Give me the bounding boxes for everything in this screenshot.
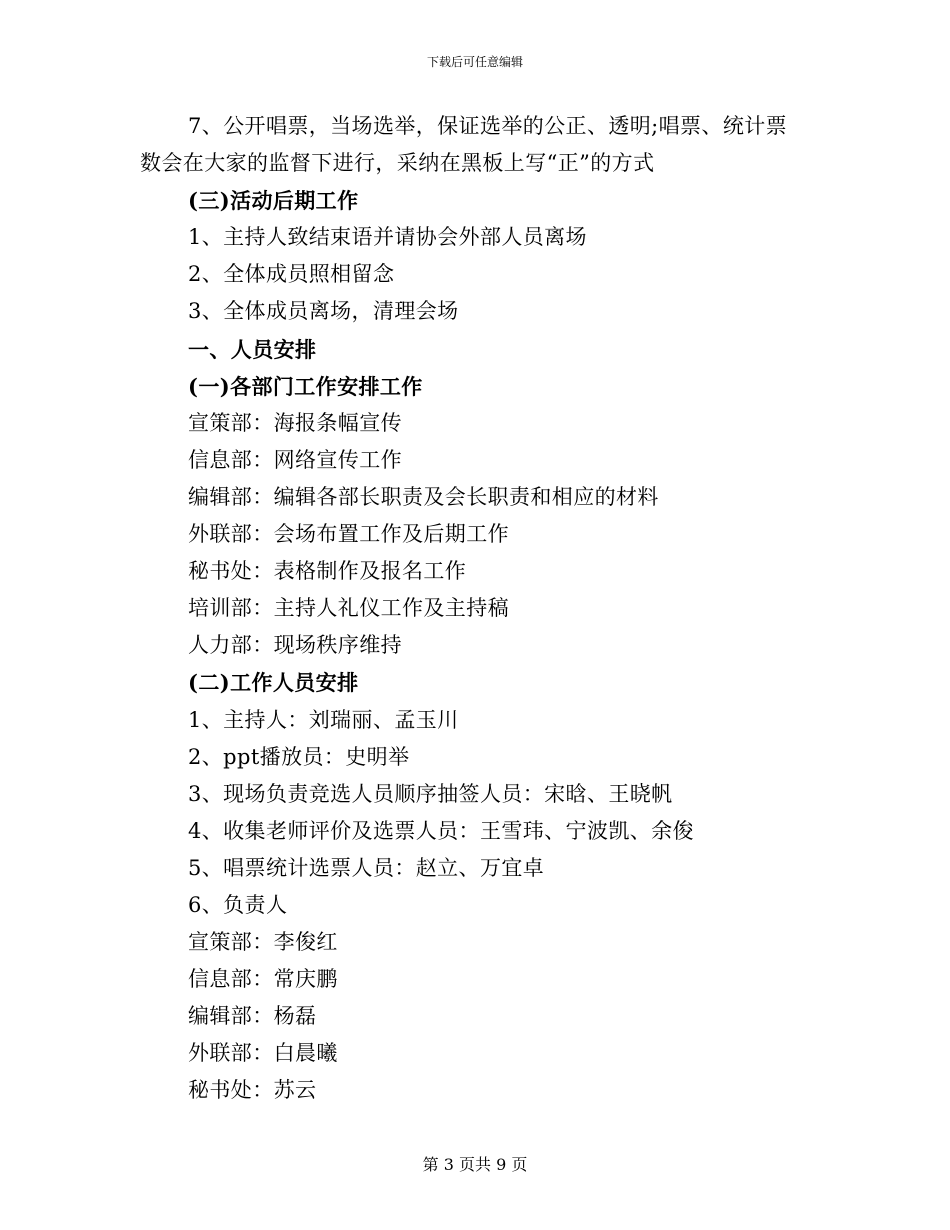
department-task: 秘书处：表格制作及报名工作 (188, 559, 467, 584)
department-task: 人力部：现场秩序维持 (188, 633, 402, 658)
section-heading-post-activity: (三)活动后期工作 (188, 188, 359, 214)
subsection-heading-departments: (一)各部门工作安排工作 (188, 373, 423, 399)
subsection-heading-personnel: (二)工作人员安排 (188, 670, 359, 696)
department-task: 外联部：会场布置工作及后期工作 (188, 522, 509, 547)
page-number-footer: 第 3 页共 9 页 (422, 1155, 528, 1174)
department-task: 培训部：主持人礼仪工作及主持稿 (188, 596, 509, 621)
department-leader: 编辑部：杨磊 (188, 1004, 317, 1029)
list-item: 1、主持人致结束语并请协会外部人员离场 (188, 225, 587, 250)
personnel-item: 2、ppt播放员：史明举 (188, 744, 410, 769)
document-body (140, 108, 840, 1110)
list-item: 2、全体成员照相留念 (188, 262, 395, 287)
department-task: 编辑部：编辑各部长职责及会长职责和相应的材料 (188, 484, 659, 509)
personnel-item: 6、负责人 (188, 892, 288, 917)
item-7-paragraph (140, 108, 840, 182)
department-leader: 宣策部：李俊红 (188, 930, 338, 955)
personnel-item: 1、主持人：刘瑞丽、孟玉川 (188, 707, 459, 732)
paragraph-line: 数会在大家的监督下进行，采纳在黑板上写“正”的方式 (140, 151, 655, 176)
department-leader: 外联部：白晨曦 (188, 1041, 338, 1066)
personnel-item: 5、唱票统计选票人员：赵立、万宜卓 (188, 855, 545, 880)
department-task: 宣策部：海报条幅宣传 (188, 410, 402, 435)
page-header-note: 下载后可任意编辑 (426, 55, 523, 69)
personnel-item: 4、收集老师评价及选票人员：王雪玮、宁波凯、余俊 (188, 818, 694, 843)
department-leader: 信息部：常庆鹏 (188, 967, 338, 992)
department-task: 信息部：网络宣传工作 (188, 447, 402, 472)
department-leader: 秘书处：苏云 (188, 1078, 317, 1103)
list-item: 3、全体成员离场，清理会场 (188, 299, 459, 324)
paragraph-line: 7、公开唱票，当场选举，保证选举的公正、透明;唱票、统计票 (188, 114, 788, 138)
personnel-item: 3、现场负责竞选人员顺序抽签人员：宋晗、王晓帆 (188, 781, 673, 806)
section-heading-staffing: 一、人员安排 (188, 336, 317, 362)
